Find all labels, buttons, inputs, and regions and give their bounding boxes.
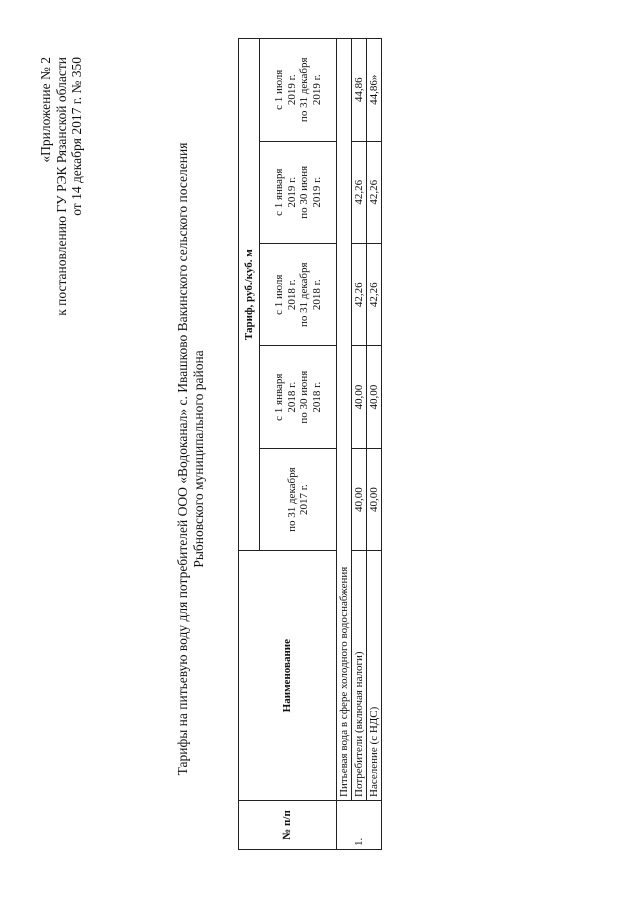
- period-line: 2018 г.: [285, 381, 298, 413]
- tariff-cell: 44,86: [352, 39, 367, 142]
- header-num: № п/п: [239, 800, 337, 849]
- tariff-cell: 40,00: [367, 448, 382, 550]
- tariff-cell: 40,00: [352, 448, 367, 550]
- table-row: [352, 39, 367, 850]
- appendix-title: «Приложение № 2: [38, 57, 53, 163]
- section-row: [337, 39, 352, 850]
- tariff-cell: 42,26: [367, 141, 382, 243]
- header-name: Наименование: [239, 551, 337, 801]
- section-label: Питьевая вода в сфере холодного водоснабжения: [337, 39, 352, 801]
- period-line: 2019 г.: [285, 176, 298, 208]
- header-row: [239, 39, 260, 850]
- period-line: 2019 г.: [310, 176, 323, 208]
- period-header: [260, 346, 337, 448]
- period-line: с 1 июля: [273, 69, 285, 110]
- tariff-cell: 40,00: [367, 346, 382, 448]
- period-line: 2018 г.: [310, 279, 323, 311]
- row-name: Население (с НДС): [367, 551, 382, 801]
- tariff-cell: 40,00: [352, 346, 367, 448]
- period-line: 2017 г.: [298, 484, 310, 516]
- appendix-date: от 14 декабря 2017 г. № 350: [69, 57, 84, 216]
- table-row: [367, 39, 382, 850]
- period-line: по 31 декабря: [285, 467, 298, 532]
- tariff-cell: 44,86»: [367, 39, 382, 142]
- period-line: с 1 июля: [273, 274, 285, 315]
- period-line: по 31 декабря: [298, 262, 310, 328]
- period-header: [260, 448, 337, 550]
- period-line: с 1 января: [273, 168, 285, 216]
- period-line: по 30 июня: [298, 165, 310, 219]
- tariff-table: [238, 38, 382, 850]
- tariff-cell: 42,26: [367, 243, 382, 345]
- period-header: [260, 243, 337, 345]
- tariff-cell: 42,26: [352, 243, 367, 345]
- title-line-2: Рыбновского муниципального района: [190, 350, 206, 568]
- tariff-cell: 42,26: [352, 141, 367, 243]
- period-line: 2018 г.: [310, 381, 323, 413]
- period-line: 2018 г.: [285, 279, 298, 311]
- appendix-resolution: к постановлению ГУ РЭК Рязанской области: [53, 57, 69, 316]
- period-header: [260, 39, 337, 142]
- period-line: по 30 июня: [298, 370, 310, 424]
- appendix-block: [38, 57, 85, 457]
- period-header: [260, 141, 337, 243]
- period-line: 2019 г.: [285, 74, 298, 106]
- document-title: [175, 109, 206, 809]
- title-line-1: Тарифы на питьевую воду для потребителей ООО «Водоканал» с. Ивашково Вакинского сельского поселения: [175, 142, 190, 776]
- period-line: с 1 января: [273, 373, 285, 421]
- section-number: 1.: [337, 800, 382, 849]
- period-line: 2019 г.: [310, 74, 323, 106]
- period-line: по 31 декабря: [298, 57, 310, 123]
- row-name: Потребители (включая налоги): [352, 551, 367, 801]
- header-tariff-group: Тариф, руб./куб. м: [239, 39, 260, 551]
